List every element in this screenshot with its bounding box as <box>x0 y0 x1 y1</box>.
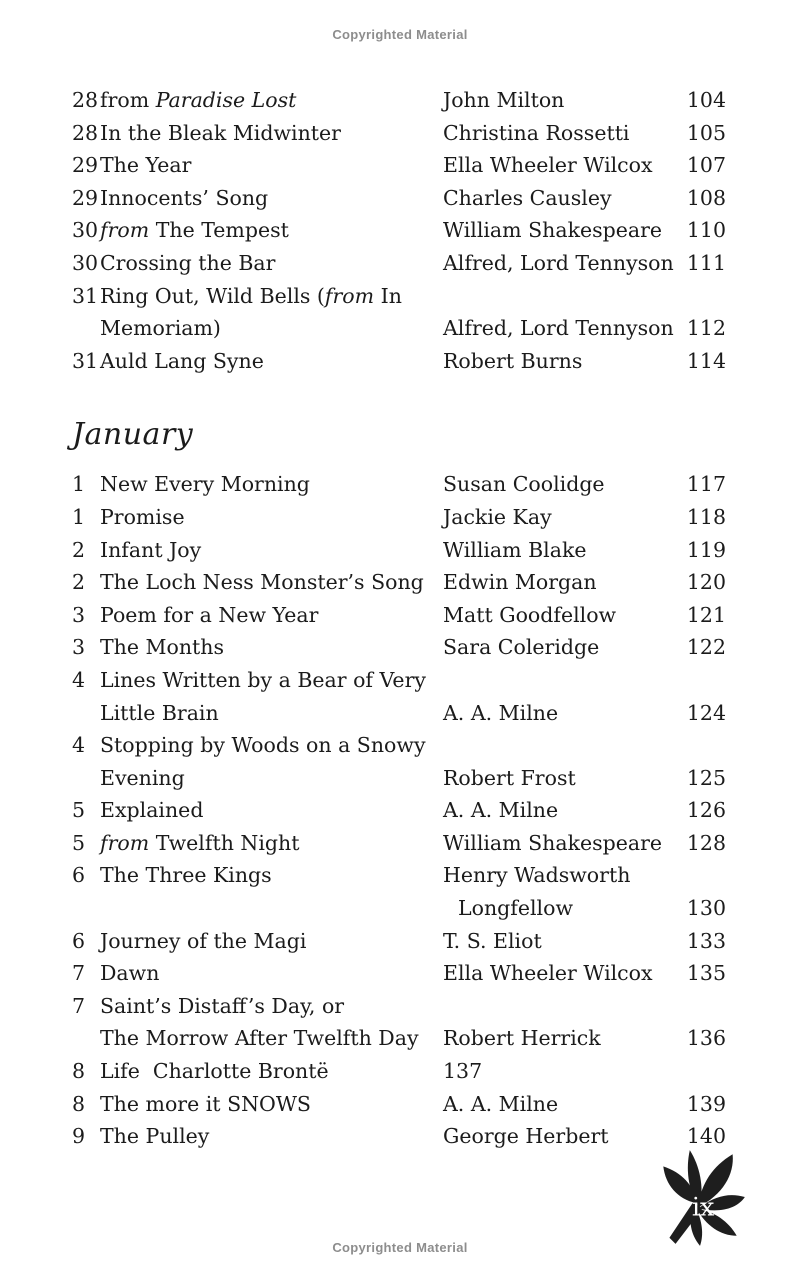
entry-author: Ella Wheeler Wilcox <box>443 961 653 986</box>
entry-page: 139 <box>686 1091 726 1116</box>
entry-title <box>100 729 443 762</box>
entry-title-segment: from <box>324 283 375 308</box>
entry-title <box>100 925 443 958</box>
entry-title-segment: from <box>100 830 150 855</box>
entry-day: 8 <box>72 1091 86 1116</box>
toc-entry-line <box>72 1022 726 1055</box>
toc-entry-line <box>72 729 726 762</box>
entry-author: Edwin Morgan <box>443 570 597 595</box>
entry-author: Alfred, Lord Tennyson <box>443 250 674 275</box>
entry-title <box>100 859 443 892</box>
page-number-ix: ix <box>691 1192 715 1223</box>
toc-entry-line <box>72 468 726 501</box>
entry-author: 137 <box>443 1059 483 1084</box>
entry-author: A. A. Milne <box>443 798 559 823</box>
table-of-contents <box>72 84 726 1153</box>
copyright-notice-bottom: Copyrighted Material <box>332 1240 468 1255</box>
entry-page: 128 <box>686 830 726 855</box>
section-heading: January <box>72 417 194 453</box>
entry-title-segment: Auld Lang Syne <box>100 348 264 373</box>
entry-day: 4 <box>72 667 86 692</box>
entry-author: Matt Goodfellow <box>443 602 617 627</box>
entry-day: 1 <box>72 504 86 529</box>
entry-day: 8 <box>72 1059 86 1084</box>
toc-entry-line <box>72 957 726 990</box>
toc-entry-line <box>72 280 726 313</box>
entry-title <box>100 1055 443 1088</box>
toc-entry-line <box>72 990 726 1023</box>
toc-entry-line <box>72 534 726 567</box>
entry-title-segment: New Every Morning <box>100 472 310 497</box>
entry-title <box>100 957 443 990</box>
entry-title-segment: Ring Out, Wild Bells ( <box>100 283 325 308</box>
entry-page: 130 <box>686 896 726 921</box>
toc-entry-line <box>72 312 726 345</box>
entry-page: 136 <box>686 1026 726 1051</box>
entry-title-segment: The Morrow After Twelfth Day <box>100 1026 419 1051</box>
entry-author: Alfred, Lord Tennyson <box>443 316 674 341</box>
entry-title-segment: Stopping by Woods on a Snowy <box>100 733 426 758</box>
toc-entry-line <box>72 182 726 215</box>
section-rows <box>72 84 726 377</box>
toc-entry-line <box>72 149 726 182</box>
entry-page: 119 <box>686 537 726 562</box>
entry-author: T. S. Eliot <box>443 928 542 953</box>
entry-title-segment: from <box>100 88 156 112</box>
entry-title-segment: The Tempest <box>149 218 289 243</box>
entry-title <box>100 1120 443 1153</box>
entry-author: Christina Rossetti <box>443 120 630 145</box>
entry-author: Robert Burns <box>443 348 583 373</box>
entry-author: A. A. Milne <box>443 1091 559 1116</box>
toc-entry-line <box>72 762 726 795</box>
entry-title <box>100 534 443 567</box>
entry-title-segment: In <box>374 283 402 308</box>
toc-entry-line <box>72 84 726 117</box>
entry-page: 124 <box>686 700 726 725</box>
entry-title <box>100 664 443 697</box>
entry-title-segment: The Three Kings <box>100 863 272 888</box>
entry-author: Ella Wheeler Wilcox <box>443 153 653 178</box>
entry-author: Susan Coolidge <box>443 472 605 497</box>
entry-page: 126 <box>686 798 726 823</box>
entry-title <box>100 1088 443 1121</box>
entry-title <box>100 345 443 378</box>
entry-author: Sara Coleridge <box>443 635 600 660</box>
entry-page: 140 <box>686 1124 726 1149</box>
entry-title-segment: Innocents’ Song <box>100 185 269 210</box>
entry-page: 108 <box>686 185 726 210</box>
entry-page: 107 <box>686 153 726 178</box>
entry-day: 6 <box>72 928 86 953</box>
entry-author: A. A. Milne <box>443 700 559 725</box>
toc-entry-line <box>72 892 726 925</box>
toc-entry-line <box>72 859 726 892</box>
entry-day: 28 <box>72 120 99 145</box>
entry-page: 112 <box>686 316 726 341</box>
entry-title <box>100 149 443 182</box>
entry-page: 110 <box>686 218 726 243</box>
entry-title-segment: Saint’s Distaff’s Day, or <box>100 993 345 1018</box>
entry-title-segment: Evening <box>100 765 185 790</box>
entry-day: 29 <box>72 185 99 210</box>
entry-day: 30 <box>72 250 99 275</box>
entry-author: Henry Wadsworth <box>443 863 631 888</box>
entry-day: 1 <box>72 472 86 497</box>
toc-entry-line <box>72 631 726 664</box>
entry-page: 118 <box>686 504 726 529</box>
toc-entry-line <box>72 1055 726 1088</box>
entry-title <box>100 468 443 501</box>
entry-title-segment: from <box>100 218 150 243</box>
entry-title-segment: The Pulley <box>100 1124 210 1149</box>
entry-title <box>100 312 443 345</box>
entry-author: William Shakespeare <box>443 218 663 243</box>
entry-day: 30 <box>72 218 99 243</box>
entry-title <box>100 599 443 632</box>
entry-title <box>100 280 443 313</box>
entry-title-segment: Journey of the Magi <box>100 928 307 953</box>
toc-entry-line <box>72 501 726 534</box>
entry-page: 105 <box>686 120 726 145</box>
entry-title-segment: The Loch Ness Monster’s Song <box>100 570 424 595</box>
entry-page: 104 <box>686 88 726 112</box>
entry-page: 125 <box>686 765 726 790</box>
entry-title <box>100 827 443 860</box>
entry-title-segment: Infant Joy <box>100 537 202 562</box>
toc-entry-line <box>72 247 726 280</box>
entry-title <box>100 247 443 280</box>
entry-title-segment: Dawn <box>100 961 160 986</box>
entry-page: 133 <box>686 928 726 953</box>
entry-page: 121 <box>686 602 726 627</box>
entry-title <box>100 566 443 599</box>
toc-entry-line <box>72 925 726 958</box>
entry-title <box>100 631 443 664</box>
entry-page: 111 <box>686 250 726 275</box>
entry-day: 2 <box>72 570 86 595</box>
entry-day: 28 <box>72 88 99 112</box>
entry-day: 5 <box>72 830 86 855</box>
entry-title-segment: The Year <box>100 153 192 178</box>
entry-title <box>100 1022 443 1055</box>
entry-title-segment: In the Bleak Midwinter <box>100 120 341 145</box>
entry-author: George Herbert <box>443 1124 609 1149</box>
entry-title-segment: Promise <box>100 504 185 529</box>
entry-title-segment: The more it SNOWS <box>100 1091 311 1116</box>
toc-entry-line <box>72 566 726 599</box>
entry-title-segment: Explained <box>100 798 204 823</box>
entry-title-segment: The Months <box>100 635 225 660</box>
entry-title-segment: Poem for a New Year <box>100 602 319 627</box>
entry-title-segment: Life Charlotte Brontë <box>100 1059 329 1084</box>
entry-page: 120 <box>686 570 726 595</box>
entry-day: 3 <box>72 635 86 660</box>
entry-title-segment: Paradise Lost <box>155 88 297 112</box>
toc-entry-line <box>72 664 726 697</box>
entry-author: Charles Causley <box>443 185 612 210</box>
entry-author: Robert Herrick <box>443 1026 601 1051</box>
entry-page: 114 <box>686 348 726 373</box>
entry-title-segment: Little Brain <box>100 700 219 725</box>
entry-page: 117 <box>686 472 726 497</box>
entry-author: John Milton <box>443 88 565 112</box>
entry-day: 7 <box>72 993 86 1018</box>
entry-page: 135 <box>686 961 726 986</box>
entry-day: 7 <box>72 961 86 986</box>
entry-title <box>100 501 443 534</box>
entry-title <box>100 84 443 117</box>
entry-title-segment: Lines Written by a Bear of Very <box>100 667 426 692</box>
entry-day: 9 <box>72 1124 86 1149</box>
toc-entry-line <box>72 214 726 247</box>
toc-entry-line <box>72 794 726 827</box>
entry-day: 2 <box>72 537 86 562</box>
entry-day: 5 <box>72 798 86 823</box>
entry-day: 4 <box>72 733 86 758</box>
entry-day: 31 <box>72 283 99 308</box>
copyright-notice-top: Copyrighted Material <box>332 27 468 42</box>
entry-title-segment: Crossing the Bar <box>100 250 276 275</box>
toc-entry-line <box>72 1088 726 1121</box>
leaf-page-marker <box>650 1144 750 1250</box>
entry-title-segment: Twelfth Night <box>149 830 300 855</box>
entry-author: Robert Frost <box>443 765 576 790</box>
toc-entry-line <box>72 827 726 860</box>
entry-day: 29 <box>72 153 99 178</box>
entry-page: 122 <box>686 635 726 660</box>
entry-day: 6 <box>72 863 86 888</box>
entry-title-segment: Memoriam) <box>100 316 221 341</box>
entry-title <box>100 182 443 215</box>
toc-entry-line <box>72 599 726 632</box>
entry-title <box>100 762 443 795</box>
entry-title <box>100 117 443 150</box>
entry-day: 31 <box>72 348 99 373</box>
entry-author: Longfellow <box>458 896 574 921</box>
entry-author: William Blake <box>443 537 587 562</box>
toc-entry-line <box>72 697 726 730</box>
toc-entry-line <box>72 345 726 378</box>
entry-day: 3 <box>72 602 86 627</box>
leaf-icon <box>650 1144 750 1250</box>
entry-title <box>100 794 443 827</box>
entry-title <box>100 214 443 247</box>
entry-title <box>100 990 443 1023</box>
toc-entry-line <box>72 117 726 150</box>
entry-author: William Shakespeare <box>443 830 663 855</box>
entry-author: Jackie Kay <box>443 504 552 529</box>
toc-entry-line <box>72 1120 726 1153</box>
entry-title <box>100 697 443 730</box>
section-rows <box>72 468 726 1152</box>
